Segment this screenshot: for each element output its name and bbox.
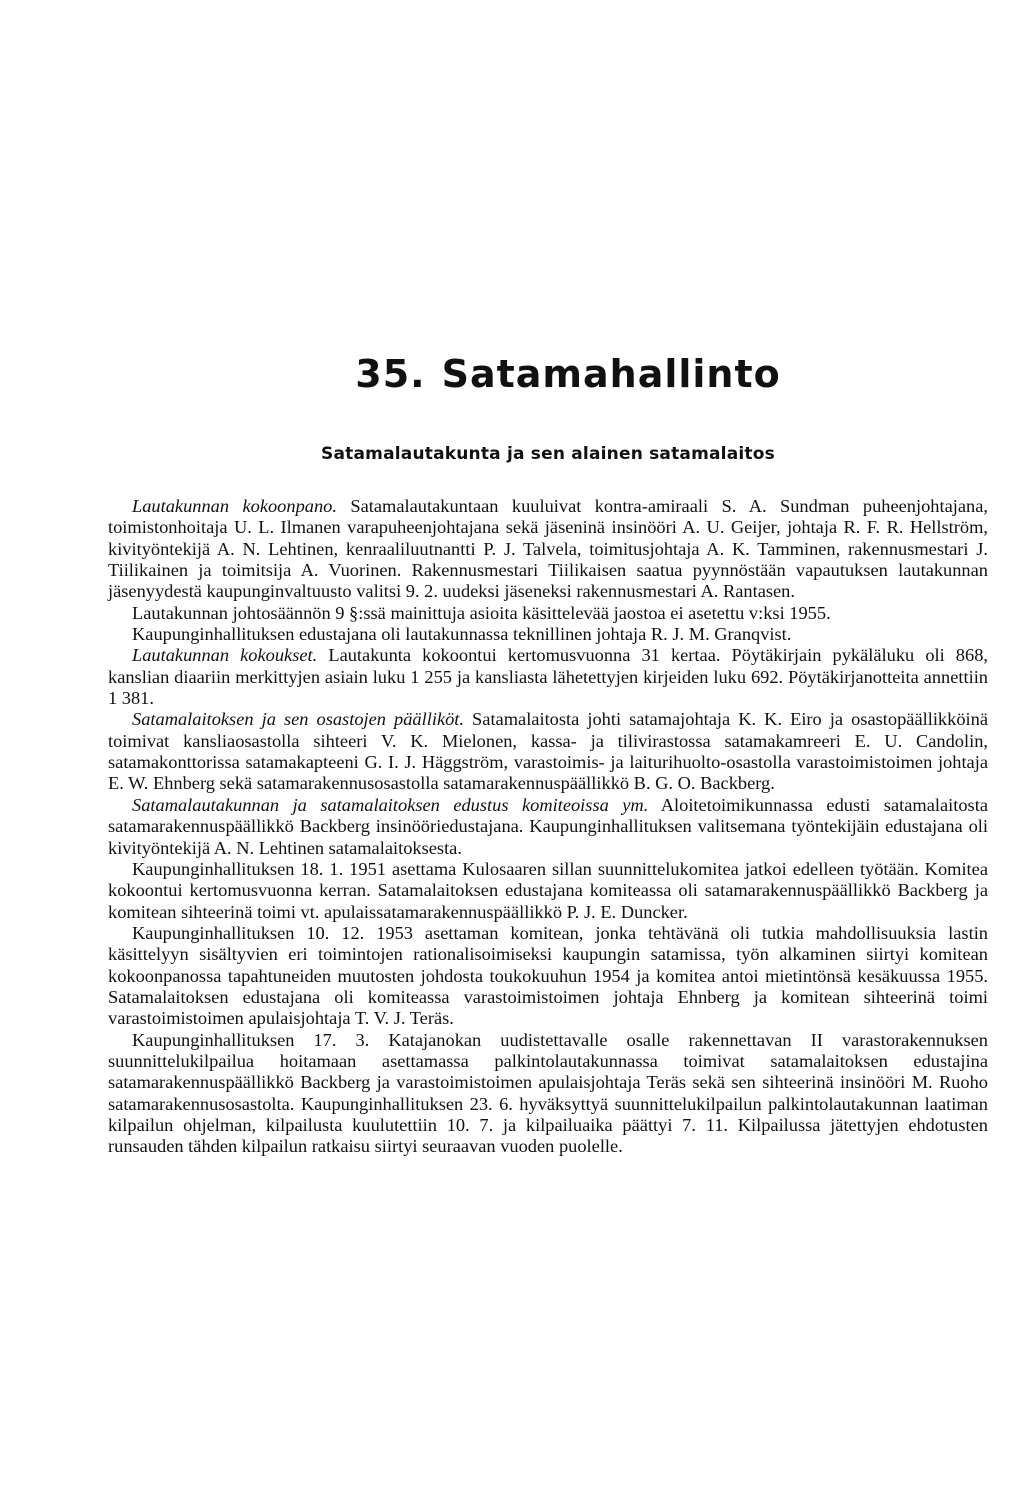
paragraph-edustaja — [108, 624, 988, 645]
chapter-title: Satamahallinto — [441, 352, 781, 396]
paragraph-edustus — [108, 795, 988, 859]
paragraph-text: Satamalaitosta johti satamajohtaja K. K. Eiro ja osastopäällikköinä toimivat kansliaosastolla sihteeri V. K. Mielonen, kassa- ja tilivirastossa satamakamreeri E. U. Candolin, satamakonttorissa satamakapteeni G. I. J. Häggström, varastoimis- ja laiturihuolto-osastolla varastoimistoimen johtaja E. W. Ehnberg sekä satamarakennusosastolla satamarakennuspäällikkö B. G. O. Backberg. — [108, 709, 988, 794]
body-text — [108, 496, 988, 1158]
document-page — [108, 352, 988, 1158]
paragraph-kulosaari — [108, 859, 988, 923]
paragraph-text: Lautakunnan johtosäännön 9 §:ssä mainittuja asioita käsittelevää jaostoa ei asetettu v:ksi 1955. — [132, 602, 831, 623]
paragraph-lead: Satamalautakunnan ja satamalaitoksen edustus komiteoissa ym. — [132, 794, 649, 815]
chapter-number: 35. — [355, 352, 426, 396]
paragraph-lead: Lautakunnan kokoukset. — [132, 645, 318, 666]
paragraph-lead: Lautakunnan kokoonpano. — [132, 496, 337, 516]
paragraph-text: Aloitetoimikunnassa edusti satamalaitosta satamarakennuspäällikkö Backberg insinööriedustajana. Kaupunginhallituksen valitsemana työntekijäin edustajana oli kivityöntekijä A. N. Lehtinen satamalaitoksesta. — [108, 794, 988, 858]
paragraph-text: Kaupunginhallituksen 17. 3. Katajanokan uudistettavalle osalle rakennettavan II varastorakennuksen suunnittelukilpailua hoitamaan asettamassa palkintolautakunnassa toimivat satamalaitoksen edustajina satamarakennuspäällikkö Backberg ja varastoimistoimen apulaisjohtaja Teräs sekä sen sihteerinä insinööri M. Ruoho satamarakennusosastolta. Kaupunginhallituksen 23. 6. hyväksyttyä suunnittelukilpailun palkintolautakunnan laatiman kilpailun ohjelman, kilpailusta kuulutettiin 10. 7. ja kilpailuaika päättyi 7. 11. Kilpailussa jätettyjen ehdotusten runsauden tähden kilpailun ratkaisu siirtyi seuraavan vuoden puolelle. — [108, 1029, 988, 1157]
paragraph-jaosto — [108, 603, 988, 624]
paragraph-lead: Satamalaitoksen ja sen osastojen päälliköt. — [132, 709, 465, 730]
paragraph-rationalisointi — [108, 923, 988, 1030]
section-title: Satamalautakunta ja sen alainen satamalaitos — [321, 444, 775, 464]
paragraph-kokoukset — [108, 645, 988, 709]
paragraph-text: Satamalautakuntaan kuuluivat kontra-amiraali S. A. Sundman puheenjohtajana, toimistonhoitaja U. L. Ilmanen varapuheenjohtajana sekä jäseninä insinööri A. U. Geijer, johtaja R. F. R. Hellström, kivityöntekijä A. N. Lehtinen, kenraaliluutnantti P. J. Talvela, toimitusjohtaja A. K. Tamminen, rakennusmestari J. Tiilikainen ja toimitsija A. Vuorinen. Rakennusmestari Tiilikaisen saatua pyynnöstään vapautuksen lautakunnan jäsenyydestä kaupunginvaltuusto valitsi 9. 2. uudeksi jäseneksi rakennusmestari A. Rantasen. — [108, 496, 988, 602]
paragraph-paallikot — [108, 709, 988, 794]
paragraph-text: Lautakunta kokoontui kertomusvuonna 31 kertaa. Pöytäkirjain pykäläluku oli 868, kanslian diaariin merkittyjen asiain luku 1 255 ja kansliasta lähetettyjen kirjeiden luku 692. Pöytäkirjanotteita annettiin 1 381. — [108, 645, 988, 709]
chapter-heading — [108, 352, 988, 396]
paragraph-text: Kaupunginhallituksen 10. 12. 1953 asettaman komitean, jonka tehtävänä oli tutkia mahdollisuuksia lastin käsittelyyn sisältyvien eri toimintojen rationalisoimiseksi kaupungin satamissa, työn alkaminen siirtyi komitean kokoonpanossa tapahtuneiden muutosten johdosta toukokuuhun 1954 ja komitea antoi mietintönsä kesäkuussa 1955. Satamalaitoksen edustajana oli komiteassa varastoimistoimen johtaja Ehnberg ja komitean sihteerinä toimi varastoimistoimen apulaisjohtaja T. V. J. Teräs. — [108, 922, 988, 1029]
paragraph-text: Kaupunginhallituksen edustajana oli lautakunnassa teknillinen johtaja R. J. M. Granqvist. — [132, 624, 792, 645]
paragraph-text: Kaupunginhallituksen 18. 1. 1951 asettama Kulosaaren sillan suunnittelukomitea jatkoi edelleen työtään. Komitea kokoontui kertomusvuonna kerran. Satamalaitoksen edustajana komiteassa oli satamarakennuspäällikkö Backberg ja komitean sihteerinä toimi vt. apulaissatamarakennuspäällikkö P. J. E. Duncker. — [108, 858, 988, 922]
paragraph-kilpailu — [108, 1030, 988, 1158]
paragraph-kokoonpano — [108, 496, 988, 603]
